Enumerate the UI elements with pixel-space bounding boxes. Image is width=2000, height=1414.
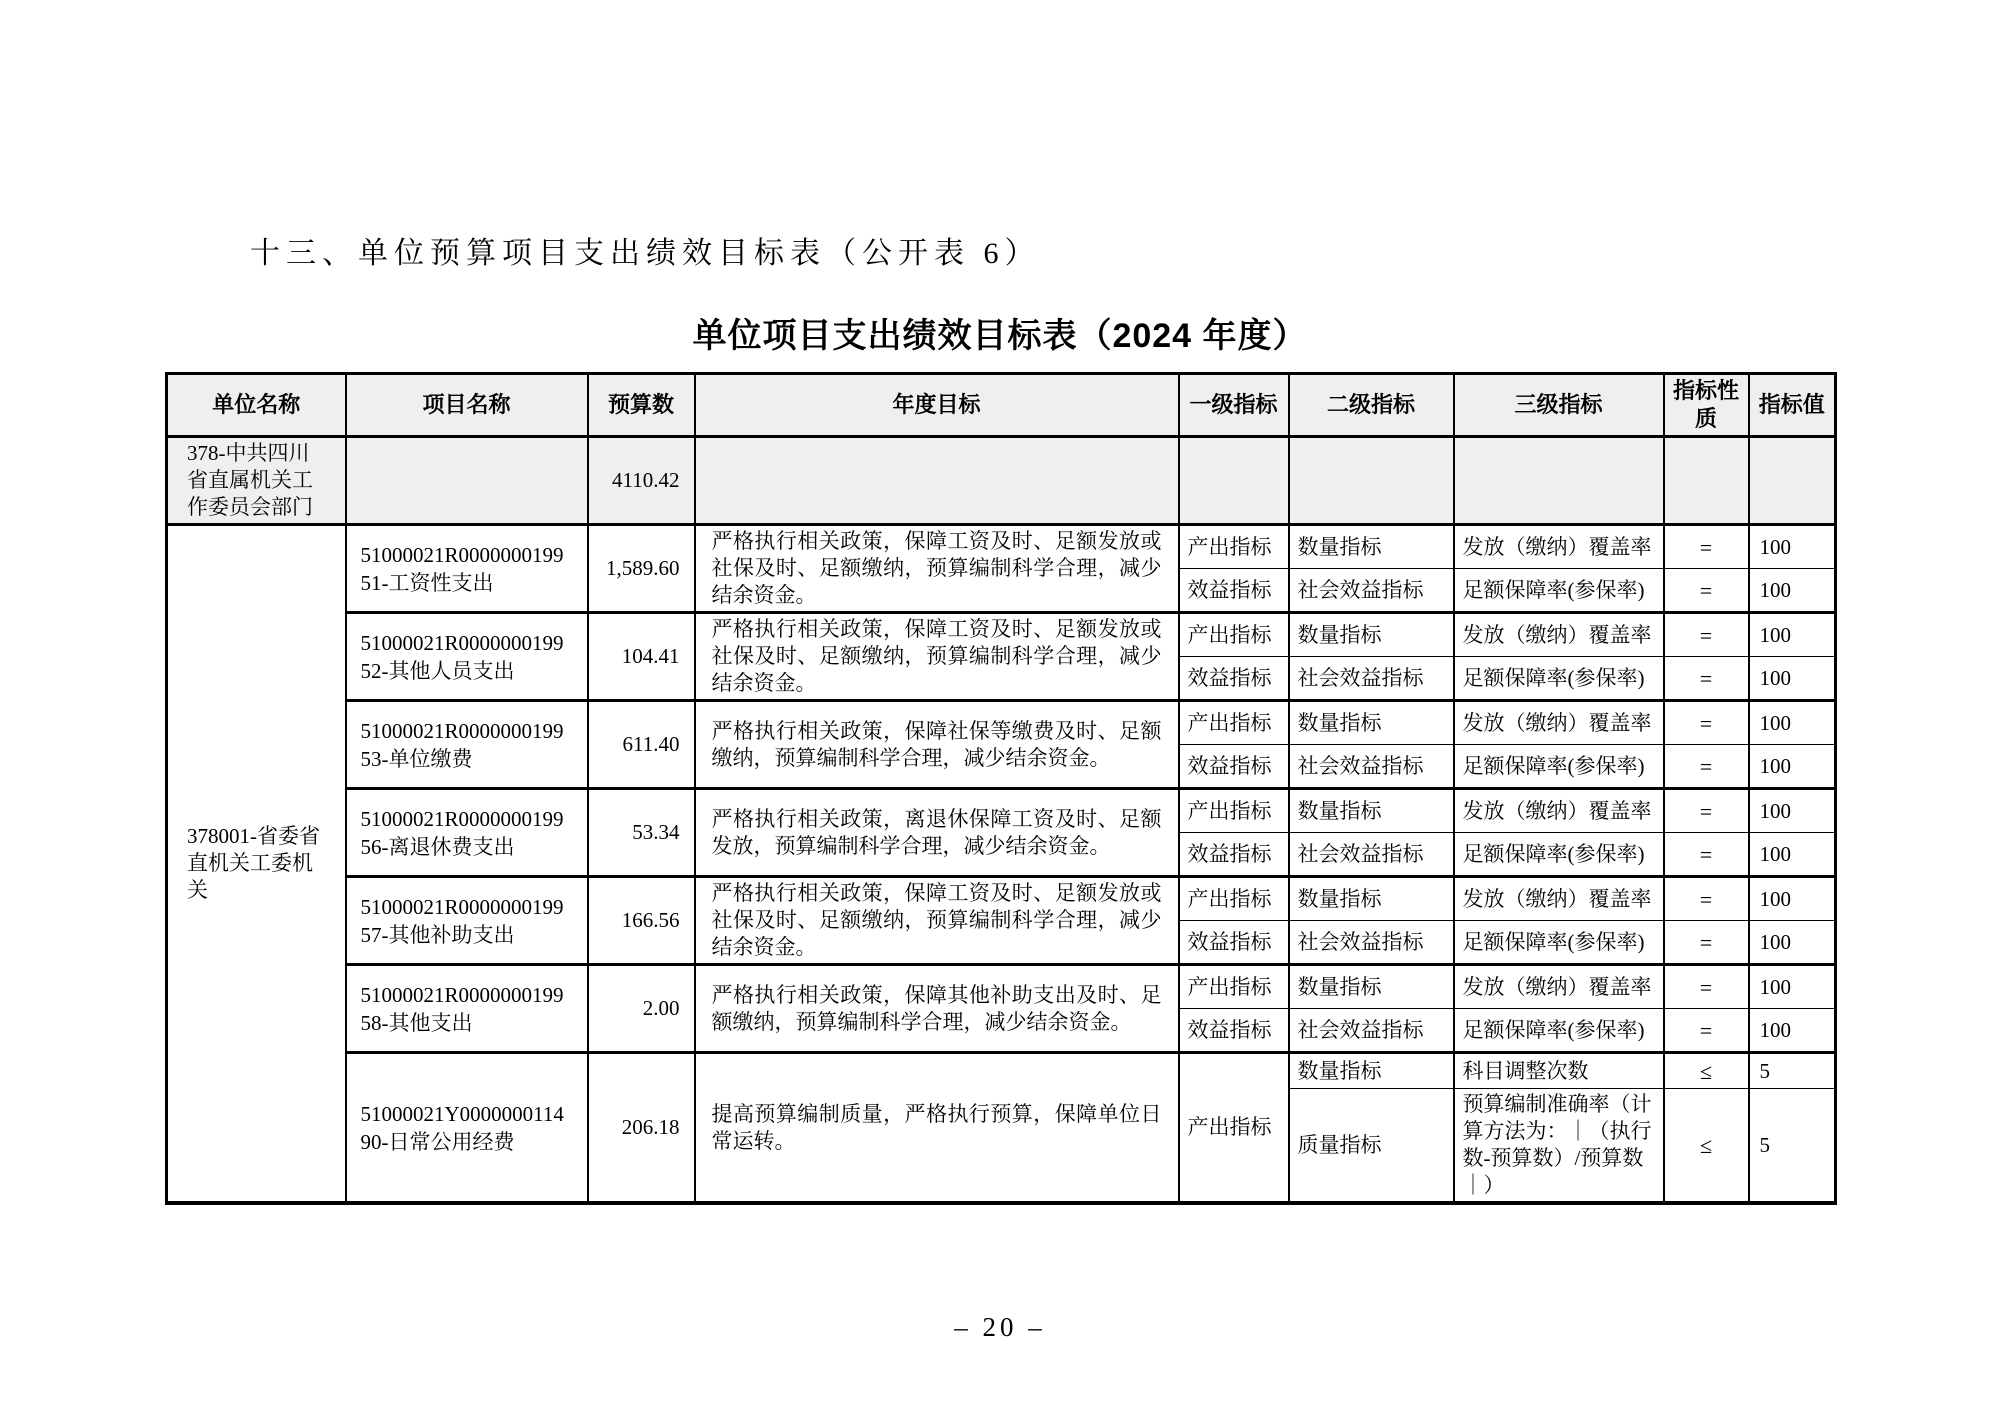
annual-goal-cell: 严格执行相关政策，保障工资及时、足额发放或社保及时、足额缴纳，预算编制科学合理，减少结余资金。 [695,613,1179,701]
level3-indicator-cell: 足额保障率(参保率) [1454,1009,1664,1053]
level1-indicator-cell: 效益指标 [1179,657,1289,701]
indicator-value-cell: 100 [1749,701,1836,745]
section-heading: 十三、单位预算项目支出绩效目标表（公开表 6） [250,237,1041,270]
indicator-value-cell: 100 [1749,921,1836,965]
department-budget-cell: 4110.42 [588,437,695,525]
level2-indicator-cell: 数量指标 [1289,525,1454,569]
project-budget-cell: 2.00 [588,965,695,1053]
level1-indicator-cell: 效益指标 [1179,921,1289,965]
project-code-cell: 51000021R000000019958-其他支出 [346,965,588,1053]
level2-indicator-cell: 数量指标 [1289,1053,1454,1089]
level2-indicator-cell: 社会效益指标 [1289,921,1454,965]
col-header-project-name: 项目名称 [346,374,588,437]
col-header-indicator-value: 指标值 [1749,374,1836,437]
table-header-row [167,374,1836,437]
col-header-unit-name: 单位名称 [167,374,346,437]
level2-indicator-cell: 数量指标 [1289,789,1454,833]
project-code-cell: 51000021R000000019957-其他补助支出 [346,877,588,965]
level3-indicator-cell: 发放（缴纳）覆盖率 [1454,877,1664,921]
indicator-nature-cell: ≤ [1664,1089,1749,1204]
indicator-value-cell: 100 [1749,569,1836,613]
level1-indicator-cell: 效益指标 [1179,745,1289,789]
project-row [167,965,1836,1009]
level3-indicator-cell: 预算编制准确率（计算方法为：｜（执行数-预算数）/预算数｜） [1454,1089,1664,1204]
indicator-value-cell: 100 [1749,525,1836,569]
indicator-nature-cell: = [1664,1009,1749,1053]
col-header-indicator-nature: 指标性质 [1664,374,1749,437]
project-row [167,701,1836,745]
level2-indicator-cell: 数量指标 [1289,613,1454,657]
level2-indicator-cell: 数量指标 [1289,877,1454,921]
annual-goal-cell: 严格执行相关政策，保障工资及时、足额发放或社保及时、足额缴纳，预算编制科学合理，减少结余资金。 [695,525,1179,613]
col-header-annual-goal: 年度目标 [695,374,1179,437]
annual-goal-cell: 严格执行相关政策，保障社保等缴费及时、足额缴纳，预算编制科学合理，减少结余资金。 [695,701,1179,789]
col-header-level3-indicator: 三级指标 [1454,374,1664,437]
level3-indicator-cell: 发放（缴纳）覆盖率 [1454,701,1664,745]
table-title: 单位项目支出绩效目标表（2024 年度） [692,317,1308,355]
annual-goal-cell: 严格执行相关政策，保障工资及时、足额发放或社保及时、足额缴纳，预算编制科学合理，减少结余资金。 [695,877,1179,965]
project-budget-cell: 1,589.60 [588,525,695,613]
indicator-nature-cell: = [1664,965,1749,1009]
indicator-nature-cell: = [1664,525,1749,569]
col-header-level2-indicator: 二级指标 [1289,374,1454,437]
annual-goal-cell: 提高预算编制质量，严格执行预算，保障单位日常运转。 [695,1053,1179,1204]
indicator-value-cell: 100 [1749,833,1836,877]
project-budget-cell: 206.18 [588,1053,695,1204]
level3-indicator-cell: 足额保障率(参保率) [1454,657,1664,701]
level2-indicator-cell: 社会效益指标 [1289,569,1454,613]
indicator-nature-cell: ≤ [1664,1053,1749,1089]
level1-indicator-cell: 效益指标 [1179,833,1289,877]
level3-indicator-cell: 足额保障率(参保率) [1454,921,1664,965]
department-name-cell: 378-中共四川省直属机关工作委员会部门 [167,437,346,525]
level3-indicator-cell: 发放（缴纳）覆盖率 [1454,789,1664,833]
project-budget-cell: 53.34 [588,789,695,877]
level1-indicator-cell: 产出指标 [1179,613,1289,657]
level2-indicator-cell: 社会效益指标 [1289,833,1454,877]
project-row [167,613,1836,657]
project-row [167,789,1836,833]
level2-indicator-cell: 社会效益指标 [1289,1009,1454,1053]
empty-cell [1749,437,1836,525]
indicator-value-cell: 100 [1749,1009,1836,1053]
indicator-nature-cell: = [1664,745,1749,789]
level2-indicator-cell: 质量指标 [1289,1089,1454,1204]
level2-indicator-cell: 数量指标 [1289,701,1454,745]
project-budget-cell: 166.56 [588,877,695,965]
performance-target-table [165,372,1837,1205]
level1-indicator-cell: 产出指标 [1179,701,1289,745]
indicator-nature-cell: = [1664,833,1749,877]
project-code-cell: 51000021R000000019952-其他人员支出 [346,613,588,701]
level1-indicator-cell: 产出指标 [1179,965,1289,1009]
level1-indicator-cell: 产出指标 [1179,877,1289,921]
level3-indicator-cell: 足额保障率(参保率) [1454,833,1664,877]
indicator-nature-cell: = [1664,701,1749,745]
annual-goal-cell: 严格执行相关政策，保障其他补助支出及时、足额缴纳，预算编制科学合理，减少结余资金。 [695,965,1179,1053]
empty-cell [695,437,1179,525]
level3-indicator-cell: 足额保障率(参保率) [1454,569,1664,613]
indicator-nature-cell: = [1664,921,1749,965]
project-code-cell: 51000021Y000000011490-日常公用经费 [346,1053,588,1204]
indicator-value-cell: 100 [1749,789,1836,833]
level3-indicator-cell: 发放（缴纳）覆盖率 [1454,613,1664,657]
level2-indicator-cell: 数量指标 [1289,965,1454,1009]
level1-indicator-cell: 效益指标 [1179,1009,1289,1053]
indicator-nature-cell: = [1664,877,1749,921]
indicator-value-cell: 100 [1749,965,1836,1009]
level1-indicator-cell: 产出指标 [1179,789,1289,833]
level3-indicator-cell: 科目调整次数 [1454,1053,1664,1089]
indicator-nature-cell: = [1664,789,1749,833]
project-row [167,525,1836,569]
level3-indicator-cell: 发放（缴纳）覆盖率 [1454,965,1664,1009]
project-row [167,1053,1836,1089]
project-code-cell: 51000021R000000019951-工资性支出 [346,525,588,613]
department-summary-row [167,437,1836,525]
level2-indicator-cell: 社会效益指标 [1289,745,1454,789]
level3-indicator-cell: 足额保障率(参保率) [1454,745,1664,789]
page-number: – 20 – [954,1312,1046,1342]
indicator-value-cell: 100 [1749,745,1836,789]
indicator-value-cell: 5 [1749,1089,1836,1204]
indicator-value-cell: 5 [1749,1053,1836,1089]
indicator-value-cell: 100 [1749,613,1836,657]
empty-cell [1179,437,1289,525]
annual-goal-cell: 严格执行相关政策，离退休保障工资及时、足额发放，预算编制科学合理，减少结余资金。 [695,789,1179,877]
level3-indicator-cell: 发放（缴纳）覆盖率 [1454,525,1664,569]
empty-cell [346,437,588,525]
level1-indicator-cell: 产出指标 [1179,1053,1289,1204]
indicator-nature-cell: = [1664,657,1749,701]
project-code-cell: 51000021R000000019953-单位缴费 [346,701,588,789]
level1-indicator-cell: 产出指标 [1179,525,1289,569]
project-budget-cell: 104.41 [588,613,695,701]
col-header-budget: 预算数 [588,374,695,437]
project-code-cell: 51000021R000000019956-离退休费支出 [346,789,588,877]
project-budget-cell: 611.40 [588,701,695,789]
project-row [167,877,1836,921]
level2-indicator-cell: 社会效益指标 [1289,657,1454,701]
indicator-value-cell: 100 [1749,877,1836,921]
empty-cell [1289,437,1454,525]
indicator-nature-cell: = [1664,613,1749,657]
level1-indicator-cell: 效益指标 [1179,569,1289,613]
empty-cell [1664,437,1749,525]
unit-name-cell: 378001-省委省直机关工委机关 [167,525,346,1204]
indicator-nature-cell: = [1664,569,1749,613]
col-header-level1-indicator: 一级指标 [1179,374,1289,437]
indicator-value-cell: 100 [1749,657,1836,701]
empty-cell [1454,437,1664,525]
